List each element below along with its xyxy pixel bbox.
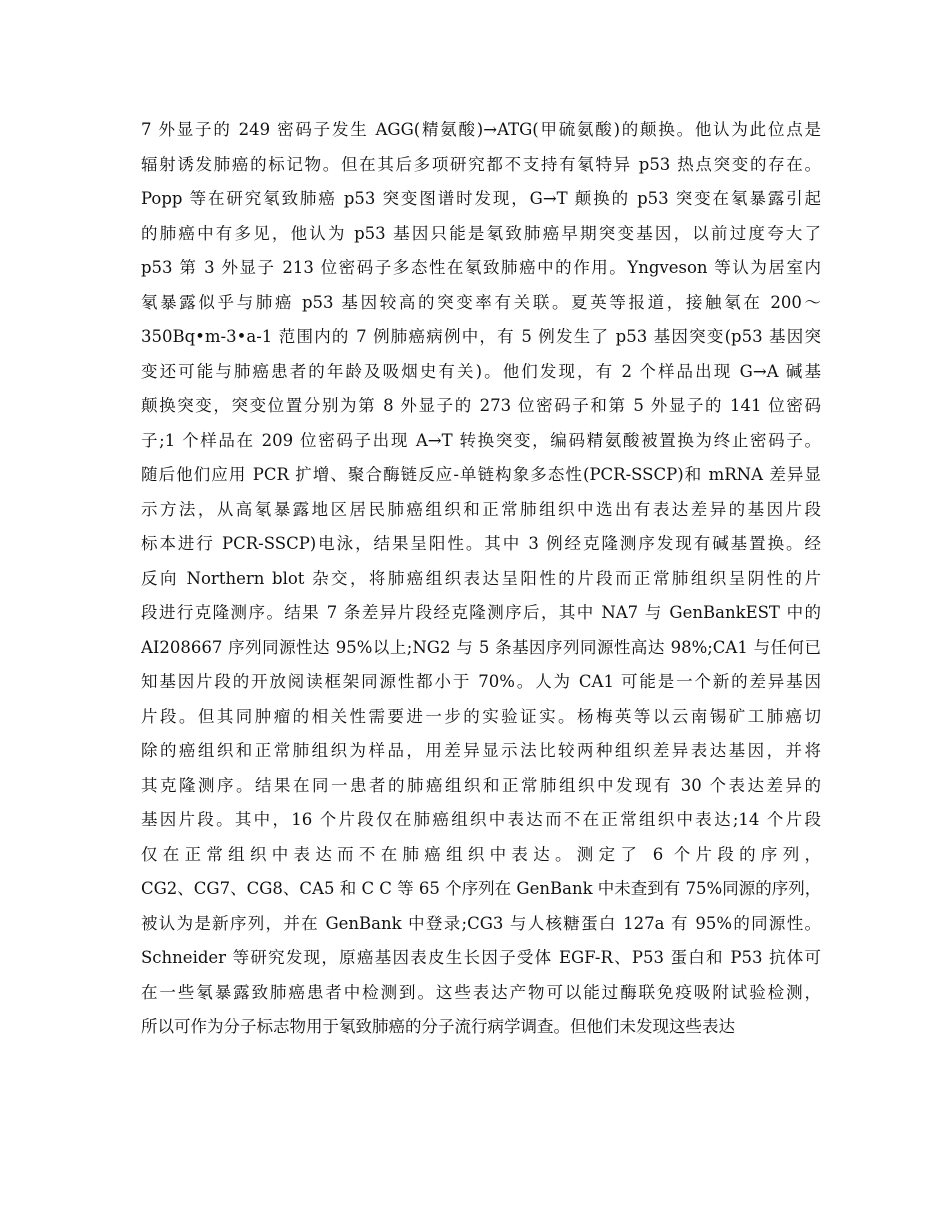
text-line: 颠换突变，突变位置分别为第 8 外显子的 273 位密码子和第 5 外显子的 141 位密码 [141,396,821,415]
text-line: 所以可作为分子标志物用于氡致肺癌的分子流行病学调查。但他们未发现这些表达 [141,1017,735,1036]
text-line: 示方法，从高氡暴露地区居民肺癌组织和正常肺组织中选出有表达差异的基因片段 [141,499,821,519]
body-text [141,113,821,1045]
text-line: 基因片段。其中，16 个片段仅在肺癌组织中表达而不在正常组织中表达;14 个片段 [141,810,821,829]
text-line: 仅在正常组织中表达而不在肺癌组织中表达。测定了 6 个片段的序列， [141,844,821,864]
text-line: Popp 等在研究氡致肺癌 p53 突变图谱时发现，G→T 颠换的 p53 突变在氡暴露引起 [141,189,821,208]
text-line: 其克隆测序。结果在同一患者的肺癌组织和正常肺组织中发现有 30 个表达差异的 [141,775,821,795]
text-line: 在一些氡暴露致肺癌患者中检测到。这些表达产物可以能过酶联免疫吸附试验检测， [141,982,821,1002]
text-line: 被认为是新序列，并在 GenBank 中登录;CG3 与人核糖蛋白 127a 有 95%的同源性。 [141,913,821,933]
text-line: 变还可能与肺癌患者的年龄及吸烟史有关)。他们发现，有 2 个样品出现 G→A 碱基 [141,361,821,381]
text-line: 片段。但其同肿瘤的相关性需要进一步的实验证实。杨梅英等以云南锡矿工肺癌切 [141,706,821,726]
text-line: 7 外显子的 249 密码子发生 AGG(精氨酸)→ATG(甲硫氨酸)的颠换。他认为此位点是 [141,120,821,139]
text-line: CG2、CG7、CG8、CA5 和 C C 等 65 个序列在 GenBank 中未查到有 75%同源的序列， [141,879,821,898]
text-line: 标本进行 PCR-SSCP)电泳，结果呈阳性。其中 3 例经克隆测序发现有碱基置换。经 [141,534,821,553]
text-line: p53 第 3 外显子 213 位密码子多态性在氡致肺癌中的作用。Yngveson 等认为居室内 [141,258,821,277]
text-line: 除的癌组织和正常肺组织为样品，用差异显示法比较两种组织差异表达基因，并将 [141,741,821,760]
text-line: 子;1 个样品在 209 位密码子出现 A→T 转换突变，编码精氨酸被置换为终止密码子。 [141,430,821,450]
text-line: 反向 Northern blot 杂交，将肺癌组织表达呈阳性的片段而正常肺组织呈阴性的片 [141,568,821,588]
text-line: 辐射诱发肺癌的标记物。但在其后多项研究都不支持有氡特异 p53 热点突变的存在。 [141,154,821,174]
text-line: Schneider 等研究发现，原癌基因表皮生长因子受体 EGF-R、P53 蛋白和 P53 抗体可 [141,948,821,967]
text-line: AI208667 序列同源性达 95%以上;NG2 与 5 条基因序列同源性高达 98%;CA1 与任何已 [141,637,821,657]
text-line: 350Bq•m-3•a-1 范围内的 7 例肺癌病例中，有 5 例发生了 p53 基因突变(p53 基因突 [141,327,821,346]
text-line: 随后他们应用 PCR 扩增、聚合酶链反应-单链构象多态性(PCR-SSCP)和 mRNA 差异显 [141,465,821,484]
text-line: 段进行克隆测序。结果 7 条差异片段经克隆测序后，其中 NA7 与 GenBankEST 中的 [141,603,821,622]
text-line: 的肺癌中有多见，他认为 p53 基因只能是氡致肺癌早期突变基因，以前过度夸大了 [141,223,821,243]
text-line: 知基因片段的开放阅读框架同源性都小于 70%。人为 CA1 可能是一个新的差异基因 [141,672,821,691]
text-line: 氡暴露似乎与肺癌 p53 基因较高的突变率有关联。夏英等报道，接触氡在 200～ [141,292,821,312]
